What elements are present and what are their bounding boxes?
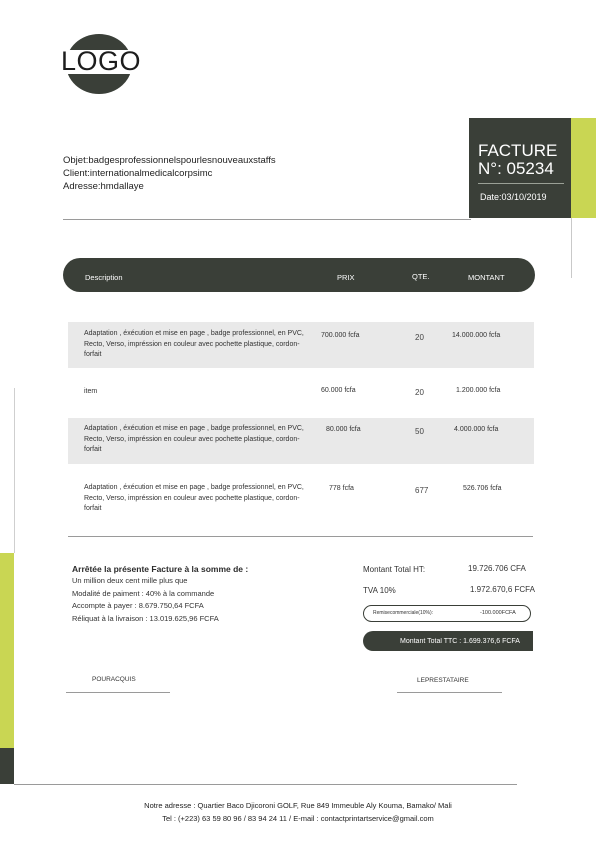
row-qte: 677	[415, 486, 429, 495]
row-description: item	[84, 388, 98, 395]
discount-label: Remisecommerciale(10%):	[373, 610, 434, 616]
footer-divider	[14, 784, 517, 785]
row-qte: 50	[415, 427, 424, 436]
deposit-amount: Accompte à payer : 8.679.750,64 FCFA	[72, 601, 204, 610]
footer-contact: Tel : (+223) 63 59 80 96 / 83 94 24 11 / E-mail : contactprintartservice@gmail.com	[162, 814, 434, 823]
client-signature-label: POURACQUIS	[92, 676, 136, 683]
total-ht-value: 19.726.706 CFA	[468, 564, 526, 573]
table-header-bar	[63, 258, 535, 292]
header-description: Description	[85, 273, 123, 282]
header-accent	[571, 118, 596, 218]
row-prix: 80.000 fcfa	[326, 426, 361, 433]
client-line: Client:internationalmedicalcorpsimc	[63, 168, 213, 179]
footer-address: Notre adresse : Quartier Baco Djicoroni GOLF, Rue 849 Immeuble Aly Kouma, Bamako/ Mali	[144, 801, 452, 810]
invoice-number: N°: 05234	[478, 159, 554, 178]
top-divider	[63, 219, 471, 220]
row-description: Adaptation , éxécution et mise en page , badge professionnel, en PVC, Recto, Verso, impréssion en couleur avec pochette plastique, cordon- forfait	[84, 425, 304, 453]
invoice-date: Date:03/10/2019	[480, 192, 547, 202]
provider-signature-label: LEPRESTATAIRE	[417, 677, 469, 684]
table-bottom-divider	[68, 536, 533, 537]
left-accent-bar	[0, 553, 14, 748]
row-prix: 778 fcfa	[329, 485, 354, 492]
header-qte: QTE.	[412, 272, 430, 281]
left-dark-bar	[0, 748, 14, 784]
total-ht-label: Montant Total HT:	[363, 565, 426, 574]
row-qte: 20	[415, 333, 424, 342]
row-montant: 526.706 fcfa	[463, 485, 502, 492]
summary-title: Arrêtée la présente Facture à la somme de :	[72, 564, 249, 574]
row-montant: 1.200.000 fcfa	[456, 387, 501, 394]
amount-words: Un million deux cent mille plus que	[72, 576, 188, 585]
balance-amount: Réliquat à la livraison : 13.019.625,96 FCFA	[72, 614, 219, 623]
objet-line: Objet:badgesprofessionnelspourlesnouveauxstaffs	[63, 155, 276, 166]
header-divider	[478, 183, 564, 184]
header-vertical-line	[571, 218, 572, 278]
header-montant: MONTANT	[468, 273, 505, 282]
row-qte: 20	[415, 388, 424, 397]
tva-value: 1.972.670,6 FCFA	[470, 585, 535, 594]
discount-value: -100.000FCFA	[480, 610, 516, 616]
row-prix: 60.000 fcfa	[321, 387, 356, 394]
row-description: Adaptation , éxécution et mise en page , badge professionnel, en PVC, Recto, Verso, impréssion en couleur avec pochette plastique, cordon- forfait	[84, 330, 304, 358]
left-vertical-line	[14, 388, 15, 553]
provider-signature-line	[397, 692, 502, 693]
row-description: Adaptation , éxécution et mise en page , badge professionnel, en PVC, Recto, Verso, impréssion en couleur avec pochette plastique, cordon- forfait	[84, 484, 304, 512]
header-prix: PRIX	[337, 273, 355, 282]
row-montant: 14.000.000 fcfa	[452, 332, 501, 339]
adresse-line: Adresse:hmdallaye	[63, 181, 144, 192]
invoice-title: FACTURE	[478, 141, 558, 160]
client-signature-line	[66, 692, 170, 693]
row-montant: 4.000.000 fcfa	[454, 426, 499, 433]
tva-label: TVA 10%	[363, 586, 396, 595]
payment-terms: Modalité de paiment : 40% à la commande	[72, 589, 215, 598]
row-prix: 700.000 fcfa	[321, 332, 360, 339]
total-ttc: Montant Total TTC : 1.699.376,6 FCFA	[400, 638, 520, 645]
logo-text: LOGO	[60, 46, 142, 76]
